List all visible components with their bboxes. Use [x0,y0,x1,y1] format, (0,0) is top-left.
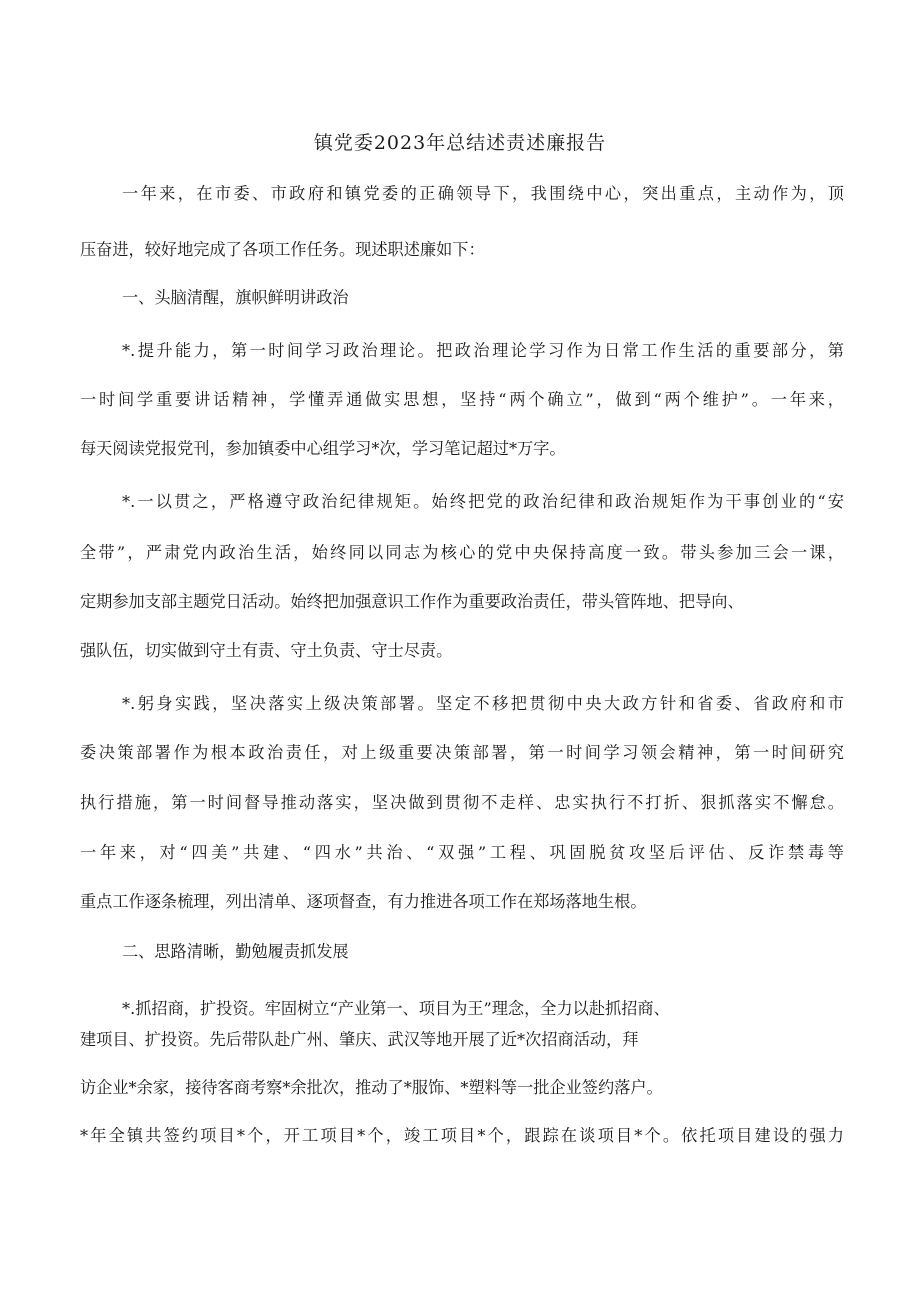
paragraph-line: 一时间学重要讲话精神，学懂弄通做实思想，坚持“两个确立”，做到“两个维护”。一年来， [80,390,844,409]
document-title: 镇党委2023年总结述责述廉报告 [313,132,607,154]
paragraph-line: 每天阅读党报党刊，参加镇委中心组学习*次，学习笔记超过*万字。 [80,439,566,458]
paragraph-line: *年全镇共签约项目*个，开工项目*个，竣工项目*个，跟踪在谈项目*个。依托项目建设的强力 [80,1126,844,1145]
paragraph-line: 压奋进，较好地完成了各项工作任务。现述职述廉如下： [80,240,485,259]
paragraph-line: 建项目、扩投资。先后带队赴广州、肇庆、武汉等地开展了近*次招商活动，拜 [80,1030,639,1049]
paragraph-line: 一年来，对“四美”共建、“四水”共治、“双强”工程、巩固脱贫攻坚后评估、反诈禁毒等 [80,843,844,862]
paragraph-line: 重点工作逐条梳理，列出清单、逐项督查，有力推进各项工作在郑场落地生根。 [80,892,647,911]
paragraph-line: 委决策部署作为根本政治责任，对上级重要决策部署，第一时间学习领会精神，第一时间研究 [80,743,844,762]
section-heading: 二、思路清晰，勤勉履责抓发展 [122,942,349,961]
paragraph-line: *.躬身实践，坚决落实上级决策部署。坚定不移把贯彻中央大政方针和省委、省政府和市 [122,694,844,713]
paragraph-line: 定期参加支部主题党日活动。始终把加强意识工作作为重要政治责任，带头管阵地、把导向、 [80,592,744,611]
paragraph-line: 一年来，在市委、市政府和镇党委的正确领导下，我围绕中心，突出重点，主动作为，顶 [122,184,844,203]
paragraph-line: 强队伍，切实做到守土有责、守土负责、守士尽责。 [80,641,453,660]
paragraph-line: *.一以贯之，严格遵守政治纪律规矩。始终把党的政治纪律和政治规矩作为干事创业的“安 [122,492,844,511]
paragraph-line: 执行措施，第一时间督导推动落实，坚决做到贯彻不走样、忠实执行不打折、狠抓落实不懈怠。 [80,793,844,812]
paragraph-line: 访企业*余家，接待客商考察*余批次，推动了*服饰、*塑料等一批企业签约落户。 [80,1078,663,1097]
paragraph-line: 全带”，严肃党内政治生活，始终同以同志为核心的党中央保持高度一致。带头参加三会一课， [80,543,844,562]
paragraph-line: *.抓招商，扩投资。牢固树立“产业第一、项目为王”理念，全力以赴抓招商、 [122,999,670,1018]
paragraph-line: *.提升能力，第一时间学习政治理论。把政治理论学习作为日常工作生活的重要部分，第 [122,341,844,360]
section-heading: 一、头脑清醒，旗帜鲜明讲政治 [122,288,349,307]
